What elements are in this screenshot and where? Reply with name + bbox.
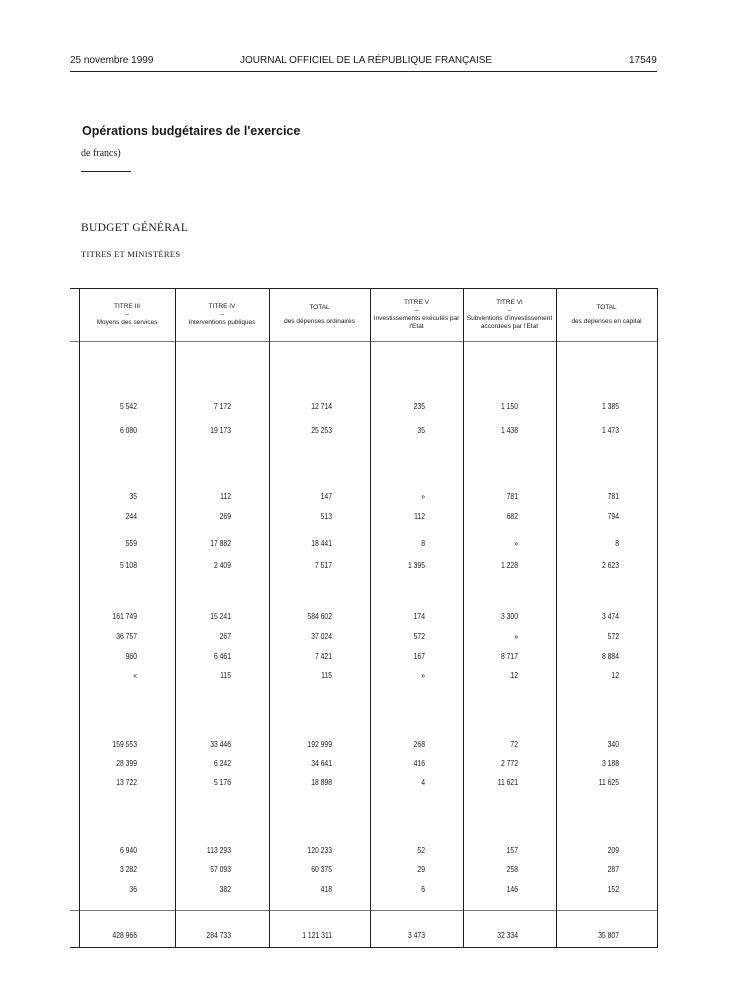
table-row-cell: 209 [607, 846, 619, 855]
table-row-cell: 72 [510, 740, 518, 749]
table-row-cell: 3 282 [119, 865, 137, 874]
subsection-heading: TITRES ET MINISTÈRES [81, 249, 181, 259]
table-row-cell: 682 [506, 512, 518, 521]
table-row-cell: 13 722 [116, 778, 137, 787]
column-header-dash: – [414, 307, 419, 314]
column-separator [556, 288, 557, 948]
table-row-cell: 57 093 [210, 865, 231, 874]
table-row-cell: 7 517 [314, 561, 332, 570]
table-row-cell: 12 [611, 671, 619, 680]
table-row-cell: 11 625 [598, 778, 619, 787]
table-total-rule [70, 910, 658, 911]
table-row-cell: 1 473 [601, 426, 619, 435]
table-row-cell: 3 474 [601, 612, 619, 621]
table-row-cell: 3 300 [500, 612, 518, 621]
column-header-title: TOTAL [309, 304, 330, 311]
table-row-cell: 60 375 [311, 865, 332, 874]
table-row-cell: 174 [413, 612, 425, 621]
table-row-cell: 6 461 [213, 652, 231, 661]
table-row-cell: » [421, 492, 425, 501]
table-row-cell: 18 898 [311, 778, 332, 787]
table-row-cell: 25 253 [311, 426, 332, 435]
table-row-cell: 340 [607, 740, 619, 749]
table-row-cell: 7 421 [314, 652, 332, 661]
journal-title: JOURNAL OFFICIEL DE LA RÉPUBLIQUE FRANÇAISE [240, 55, 493, 66]
total-row-cell: 32 334 [497, 931, 518, 940]
table-row-cell: 1 150 [500, 402, 518, 411]
total-row-cell: 284 733 [206, 931, 231, 940]
table-row-cell: 52 [417, 846, 425, 855]
table-row-cell: 34 641 [311, 759, 332, 768]
table-row-cell: » [514, 539, 518, 548]
header-rule [70, 71, 657, 72]
column-header [79, 292, 175, 338]
table-row-cell: 15 241 [210, 612, 231, 621]
table-row-cell: 19 173 [210, 426, 231, 435]
table-row-cell: 572 [607, 632, 619, 641]
table-row-cell: 33 446 [210, 740, 231, 749]
table-row-cell: 2 772 [500, 759, 518, 768]
table-row-cell: 36 [129, 885, 137, 894]
table-left-rule [79, 288, 80, 948]
table-row-cell: 17 882 [210, 539, 231, 548]
column-header [556, 292, 657, 338]
table-row-cell: 5 542 [119, 402, 137, 411]
column-separator [269, 288, 270, 948]
table-row-cell: 513 [320, 512, 332, 521]
table-row-cell: 382 [219, 885, 231, 894]
table-row-cell: 235 [413, 402, 425, 411]
table-row-cell: » [421, 671, 425, 680]
table-row-cell: 572 [413, 632, 425, 641]
table-row-cell: 268 [413, 740, 425, 749]
column-header [463, 292, 556, 338]
table-row-cell: 1 228 [500, 561, 518, 570]
table-row-cell: 12 [510, 671, 518, 680]
table-row-cell: 35 [417, 426, 425, 435]
table-row-cell: 11 621 [497, 778, 518, 787]
column-header-description: Interventions publiques [188, 319, 256, 326]
table-row-cell: 112 [220, 492, 231, 501]
table-row-cell: 960 [125, 652, 137, 661]
table-row-cell: 28 399 [116, 759, 137, 768]
table-row-cell: 6 [421, 885, 425, 894]
table-row-cell: 5 108 [119, 561, 137, 570]
table-row-cell: 18 441 [311, 539, 332, 548]
total-row-cell: 35 807 [598, 931, 619, 940]
table-row-cell: 7 172 [213, 402, 231, 411]
table-row-cell: 6 940 [119, 846, 137, 855]
column-header-description: Moyens des services [96, 319, 158, 326]
table-row-cell: 287 [607, 865, 619, 874]
table-row-cell: 152 [607, 885, 619, 894]
column-header-description: des dépenses en capital [571, 318, 642, 325]
section-heading: BUDGET GÉNÉRAL [81, 222, 189, 234]
table-row-cell: 1 395 [407, 561, 425, 570]
column-header-description: Subventions d'investissement accordées par l'Etat [466, 315, 553, 330]
table-row-cell: 559 [125, 539, 137, 548]
table-row-cell: 8 [615, 539, 619, 548]
table-row-cell: 115 [220, 671, 231, 680]
table-row-cell: 36 757 [116, 632, 137, 641]
table-bottom-rule [70, 947, 658, 948]
page-number: 17549 [629, 55, 657, 66]
table-row-cell: 418 [320, 885, 332, 894]
table-header-rule [70, 341, 658, 342]
header-date: 25 novembre 1999 [70, 55, 154, 66]
table-row-cell: 161 749 [112, 612, 137, 621]
table-row-cell: 8 [421, 539, 425, 548]
table-row-cell: 8 717 [500, 652, 518, 661]
table-row-cell: 2 409 [213, 561, 231, 570]
column-header-title: TITRE III [114, 303, 140, 310]
title-rule [81, 171, 131, 172]
table-row-cell: 29 [417, 865, 425, 874]
table-row-cell: 1 438 [500, 426, 518, 435]
table-row-cell: 167 [413, 652, 425, 661]
table-row-cell: 1 385 [601, 402, 619, 411]
table-row-cell: 416 [413, 759, 425, 768]
column-header [370, 292, 463, 338]
document-subtitle: de francs) [81, 148, 121, 159]
column-header-dash: – [220, 311, 224, 318]
table-row-cell: 269 [219, 512, 231, 521]
table-row-cell: 794 [607, 512, 619, 521]
table-row-cell: 120 233 [307, 846, 332, 855]
table-row-cell: 267 [219, 632, 231, 641]
column-header-title: TITRE V [404, 299, 429, 306]
table-row-cell: 781 [506, 492, 518, 501]
table-row-cell: 112 [414, 512, 425, 521]
column-header-dash: – [125, 311, 129, 318]
table-row-cell: 2 623 [601, 561, 619, 570]
table-row-cell: 244 [125, 512, 137, 521]
table-row-cell: 35 [129, 492, 137, 501]
column-header-description: Investissements exécutés par l'Etat [373, 315, 460, 330]
table-row-cell: 12 714 [311, 402, 332, 411]
table-row-cell: 5 176 [213, 778, 231, 787]
table-right-rule [657, 288, 658, 948]
table-row-cell: 584 602 [307, 612, 332, 621]
column-separator [370, 288, 371, 948]
table-row-cell: 115 [321, 671, 332, 680]
table-row-cell: 159 553 [112, 740, 137, 749]
table-row-cell: 4 [421, 778, 425, 787]
column-header-dash: – [507, 307, 512, 314]
column-header [269, 292, 370, 338]
table-row-cell: 146 [506, 885, 518, 894]
column-header-title: TOTAL [596, 304, 617, 311]
table-row-cell: 8 884 [601, 652, 619, 661]
table-top-rule [70, 288, 658, 289]
table-row-cell: « [133, 671, 137, 680]
column-header-description: des dépenses ordinaires [284, 318, 355, 325]
table-row-cell: 258 [506, 865, 518, 874]
table-row-cell: 157 [506, 846, 518, 855]
table-row-cell: 192 999 [307, 740, 332, 749]
table-row-cell: 6 242 [213, 759, 231, 768]
column-separator [463, 288, 464, 948]
table-row-cell: 3 188 [601, 759, 619, 768]
table-row-cell: 147 [320, 492, 332, 501]
total-row-cell: 428 966 [112, 931, 137, 940]
table-row-cell: » [514, 632, 518, 641]
table-row-cell: 6 080 [119, 426, 137, 435]
total-row-cell: 3 473 [407, 931, 425, 940]
table-row-cell: 37 024 [311, 632, 332, 641]
document-title: Opérations budgétaires de l'exercice [82, 124, 301, 138]
column-header-title: TITRE VI [496, 299, 523, 306]
column-header-title: TITRE IV [208, 303, 236, 310]
table-row-cell: 113 293 [206, 846, 231, 855]
total-row-cell: 1 121 311 [302, 931, 332, 940]
column-header [175, 292, 269, 338]
column-separator [175, 288, 176, 948]
table-row-cell: 781 [607, 492, 619, 501]
